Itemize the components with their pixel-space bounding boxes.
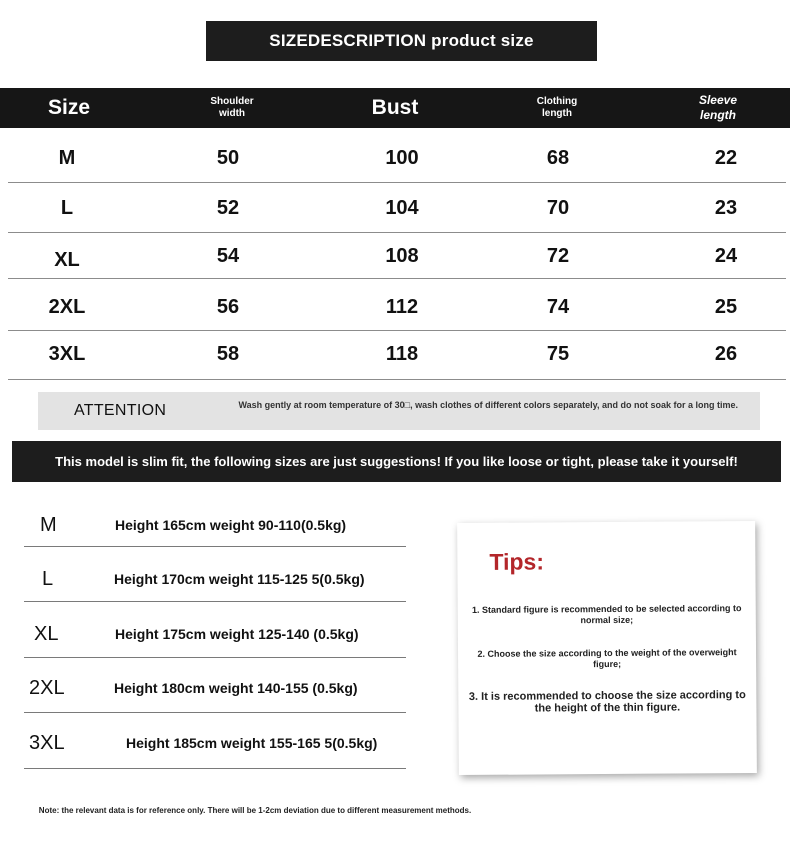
cell-shoulder: 52 xyxy=(216,196,240,219)
cell-clothing: 72 xyxy=(546,244,570,267)
list-item xyxy=(24,560,406,598)
suggestion-size: XL xyxy=(34,622,59,645)
title-banner xyxy=(206,21,597,61)
list-divider xyxy=(24,546,406,547)
cell-clothing: 70 xyxy=(546,196,570,219)
header-bust: Bust xyxy=(371,96,419,119)
page-title: SIZEDESCRIPTION product size xyxy=(269,31,534,50)
suggestion-size: M xyxy=(40,513,57,536)
list-item xyxy=(24,506,406,544)
cell-clothing: 75 xyxy=(546,342,570,365)
header-shoulder-line2: width xyxy=(218,108,246,119)
header-sleeve-line2: length xyxy=(699,108,736,122)
suggestion-text: Height 185cm weight 155-165 5(0.5kg) xyxy=(126,735,378,751)
cell-clothing: 68 xyxy=(546,146,570,169)
cell-bust: 108 xyxy=(385,244,419,267)
attention-label: ATTENTION xyxy=(74,402,167,419)
suggestion-text: Height 180cm weight 140-155 (0.5kg) xyxy=(114,680,358,696)
cell-sleeve: 23 xyxy=(714,196,738,219)
cell-clothing: 74 xyxy=(546,295,570,318)
header-clothing-length xyxy=(497,88,617,128)
table-row xyxy=(8,234,786,278)
suggestion-size: 3XL xyxy=(29,731,65,754)
list-divider xyxy=(24,768,406,769)
header-sleeve-line1: Sleeve xyxy=(698,93,738,107)
cell-sleeve: 25 xyxy=(714,295,738,318)
cell-bust: 104 xyxy=(385,196,419,219)
attention-text: Wash gently at room temperature of 30□, wash clothes of different colors separately, and do not soak for a long time. xyxy=(238,400,738,410)
cell-bust: 100 xyxy=(385,146,419,169)
table-row xyxy=(8,332,786,376)
cell-size: M xyxy=(58,146,76,169)
row-divider xyxy=(8,232,786,233)
list-divider xyxy=(24,657,406,658)
header-shoulder-line1: Shoulder xyxy=(210,96,254,107)
cell-bust: 112 xyxy=(385,295,419,318)
fit-banner-text: This model is slim fit, the following sizes are just suggestions! If you like loose or tight, please take it yourself! xyxy=(55,454,738,469)
cell-size: XL xyxy=(54,248,80,271)
list-divider xyxy=(24,712,406,713)
tip-item: 3. It is recommended to choose the size according to the height of the thin figure. xyxy=(468,689,746,715)
cell-sleeve: 26 xyxy=(714,342,738,365)
row-divider xyxy=(8,278,786,279)
suggestion-text: Height 175cm weight 125-140 (0.5kg) xyxy=(115,626,359,642)
tip-item: 1. Standard figure is recommended to be selected according to normal size; xyxy=(471,603,742,626)
cell-sleeve: 22 xyxy=(714,146,738,169)
fit-banner xyxy=(12,441,781,482)
header-clothing-line1: Clothing xyxy=(536,96,578,107)
size-table-header xyxy=(0,88,790,128)
tips-title: Tips: xyxy=(489,548,545,575)
cell-size: 3XL xyxy=(48,342,86,365)
footnote: Note: the relevant data is for reference only. There will be 1-2cm deviation due to different measurement methods. xyxy=(38,806,472,815)
cell-shoulder: 54 xyxy=(216,244,240,267)
row-divider xyxy=(8,182,786,183)
list-divider xyxy=(24,601,406,602)
suggestion-text: Height 170cm weight 115-125 5(0.5kg) xyxy=(114,571,365,587)
suggestion-size: 2XL xyxy=(29,676,65,699)
cell-shoulder: 58 xyxy=(216,342,240,365)
cell-shoulder: 50 xyxy=(216,146,240,169)
cell-bust: 118 xyxy=(385,342,419,365)
table-row xyxy=(8,186,786,230)
header-sleeve-length xyxy=(658,88,778,128)
cell-size: L xyxy=(60,196,74,219)
table-row xyxy=(8,284,786,330)
cell-shoulder: 56 xyxy=(216,295,240,318)
header-shoulder-width xyxy=(172,88,292,128)
table-row xyxy=(8,136,786,180)
header-clothing-line2: length xyxy=(541,108,572,119)
list-item xyxy=(24,724,406,762)
attention-box xyxy=(38,392,760,430)
cell-size: 2XL xyxy=(48,295,86,318)
header-size: Size xyxy=(47,96,91,119)
cell-sleeve: 24 xyxy=(714,244,738,267)
list-item xyxy=(24,615,406,653)
tips-card xyxy=(457,521,757,775)
row-divider xyxy=(8,330,786,331)
suggestion-size: L xyxy=(42,567,54,590)
row-divider xyxy=(8,379,786,380)
tip-item: 2. Choose the size according to the weight of the overweight figure; xyxy=(477,647,737,670)
list-item xyxy=(24,669,406,707)
suggestion-text: Height 165cm weight 90-110(0.5kg) xyxy=(115,517,347,533)
